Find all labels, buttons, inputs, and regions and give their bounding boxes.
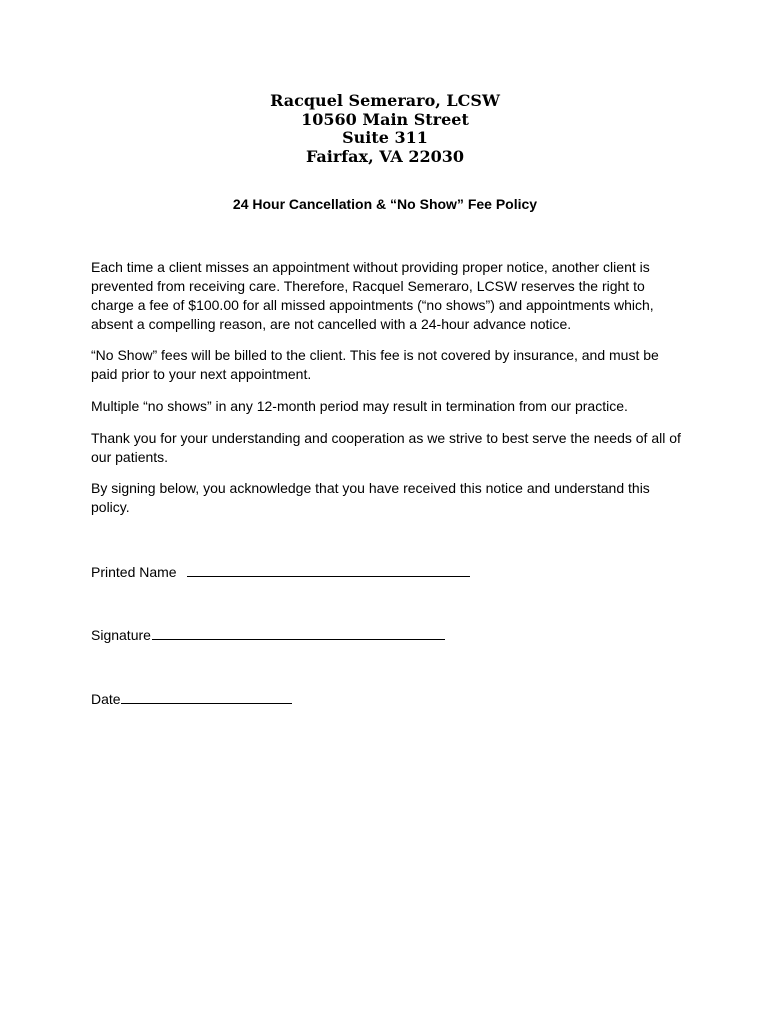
paragraph-thank-you: Thank you for your understanding and cooperation as we strive to best serve the needs of all of our patients. <box>91 430 681 465</box>
paragraph-no-show-fees: “No Show” fees will be billed to the client. This fee is not covered by insurance, and must be paid prior to your next appointment. <box>91 347 659 382</box>
signature-field[interactable] <box>152 625 445 640</box>
printed-name-label: Printed Name <box>91 564 177 580</box>
signature-row <box>91 625 445 644</box>
city-state-zip: Fairfax, VA 22030 <box>305 146 465 166</box>
street-address: 10560 Main Street <box>301 109 469 129</box>
printed-name-row <box>91 562 470 581</box>
printed-name-field[interactable] <box>187 562 470 577</box>
date-row <box>91 689 292 708</box>
practitioner-name: Racquel Semeraro, LCSW <box>270 91 500 110</box>
paragraph-missed-appointments: Each time a client misses an appointment without providing proper notice, another client is prevented from receiving care. Therefore, Racquel Semeraro, LCSW reserves the right to charge a fee of $100.00 for all missed appointments (“no shows”) and appointments which, absent a compelling reason, are not cancelled with a 24-hour advance notice. <box>91 259 654 332</box>
letterhead <box>0 92 770 166</box>
date-field[interactable] <box>121 689 292 704</box>
suite-number: Suite 311 <box>342 128 428 147</box>
paragraph-termination: Multiple “no shows” in any 12-month period may result in termination from our practice. <box>91 398 628 414</box>
date-label: Date <box>91 691 121 707</box>
paragraph-acknowledgement: By signing below, you acknowledge that you have received this notice and understand this policy. <box>91 480 650 515</box>
policy-title: 24 Hour Cancellation & “No Show” Fee Policy <box>232 196 538 212</box>
signature-label: Signature <box>91 627 151 643</box>
